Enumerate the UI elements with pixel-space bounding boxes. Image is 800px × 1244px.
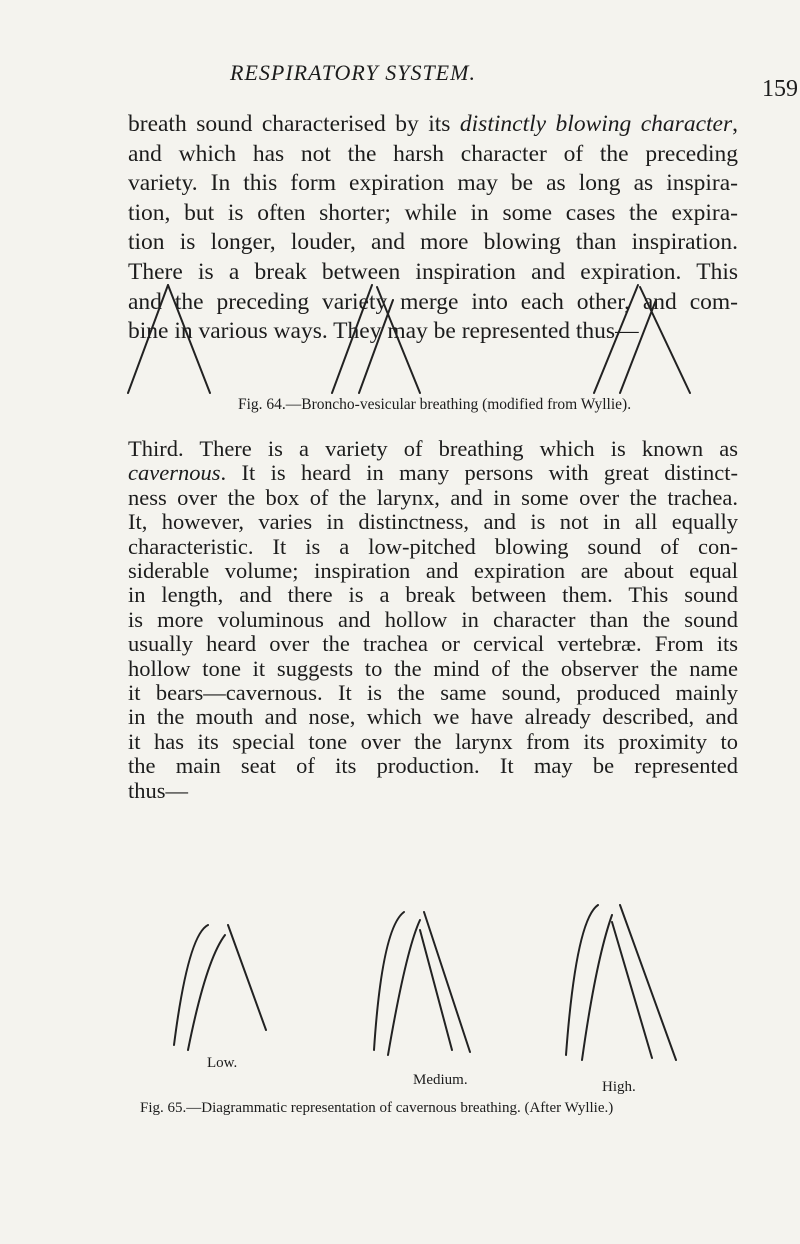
fig65-high-expiration-2: [612, 922, 652, 1058]
paragraph-2-line: hollow tone it suggests to the mind of the observer the name: [128, 655, 738, 681]
line-text: breath sound characterised by its distinctly blowing character,: [128, 111, 738, 137]
fig65-high-inspiration: [566, 905, 598, 1055]
paragraph-1-line: variety. In this form expiration may be as long as inspira-: [128, 170, 738, 197]
figure-64-caption: Fig. 64.—Broncho-vesicular breathing (modified from Wyllie).: [238, 396, 632, 413]
paragraph-2-line: is more voluminous and hollow in character than the sound: [128, 606, 738, 632]
figure-65-label-medium: Medium.: [413, 1072, 468, 1088]
figure-65-caption: Fig. 65.—Diagrammatic representation of cavernous breathing. (After Wyllie.): [140, 1100, 614, 1116]
paragraph-1-line: and the preceding variety merge into each other, and com-: [128, 288, 738, 315]
fig65-high-curve: [582, 915, 612, 1060]
paragraph-1-line: tion is longer, louder, and more blowing than inspiration.: [128, 229, 738, 256]
paragraph-1-line: bine in various ways. They may be represented thus—: [128, 318, 639, 345]
paragraph-1: [128, 110, 738, 347]
paragraph-2: [128, 437, 738, 803]
italic-phrase: cavernous: [128, 460, 221, 486]
paragraph-2-line: ness over the box of the larynx, and in some over the trachea.: [128, 484, 738, 510]
paragraph-1-line: There is a break between inspiration and expiration. This: [128, 258, 738, 285]
paragraph-2-line: the main seat of its production. It may be represented: [128, 753, 738, 779]
paragraph-2-line: in the mouth and nose, which we have already described, and: [128, 704, 738, 730]
paragraph-2-line: cavernous. It is heard in many persons with great distinct-: [128, 460, 738, 486]
paragraph-1-line: and which has not the harsh character of the preceding: [128, 140, 738, 167]
italic-phrase: distinctly blowing character: [459, 111, 733, 137]
figure-65-label-low: Low.: [207, 1055, 238, 1071]
figure-65-label-high: High.: [602, 1079, 636, 1095]
fig65-med-curve: [388, 920, 420, 1055]
fig65-med-inspiration: [374, 912, 404, 1050]
paragraph-1-line: [128, 110, 738, 140]
fig65-med-expiration-1: [424, 912, 470, 1052]
paragraph-2-line: it bears—cavernous. It is the same sound, produced mainly: [128, 680, 738, 706]
running-head: RESPIRATORY SYSTEM.: [230, 60, 476, 85]
page-number: 159: [762, 76, 798, 102]
paragraph-2-line: usually heard over the trachea or cervical vertebræ. From its: [128, 631, 738, 657]
paragraph-2-line: it has its special tone over the larynx from its proximity to: [128, 728, 738, 754]
fig65-low-inspiration: [174, 925, 208, 1045]
paragraph-2-line: characteristic. It is a low-pitched blowing sound of con-: [128, 533, 738, 559]
paragraph-2-line: siderable volume; inspiration and expiration are about equal: [128, 558, 738, 584]
fig65-low-expiration: [228, 925, 266, 1030]
figure-65-diagram: [174, 905, 676, 1060]
paragraph-2-line: in length, and there is a break between them. This sound: [128, 582, 738, 608]
fig65-low-curve: [188, 935, 225, 1050]
paragraph-2-line: Third. There is a variety of breathing which is known as: [128, 436, 738, 461]
paragraph-2-line: thus—: [128, 777, 189, 803]
fig65-med-expiration-2: [420, 930, 452, 1050]
fig65-high-expiration-1: [620, 905, 676, 1060]
paragraph-1-line: tion, but is often shorter; while in some cases the expira-: [128, 199, 738, 226]
paragraph-2-line: It, however, varies in distinctness, and is not in all equally: [128, 509, 738, 535]
